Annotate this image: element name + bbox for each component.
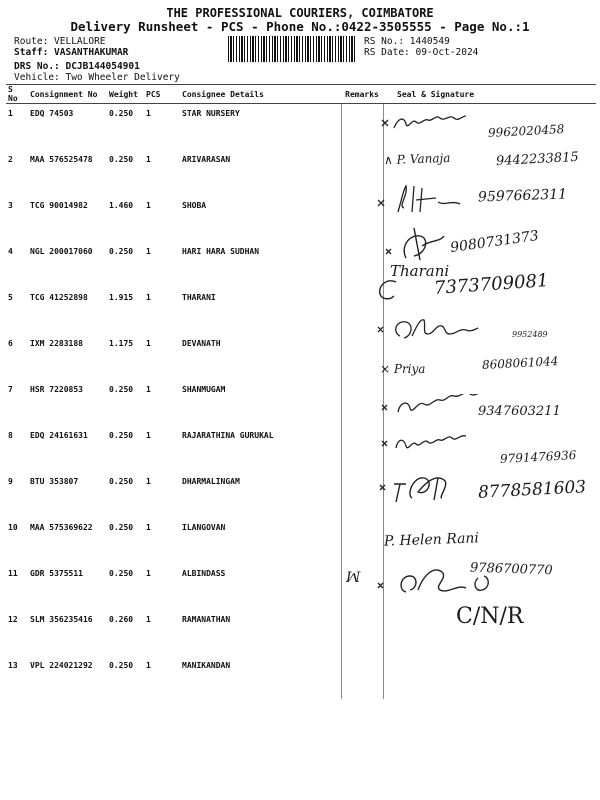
signature-phone-row4: 9080731373 [449, 227, 540, 257]
col-consignee: Consignee Details [180, 85, 341, 104]
cell-sno: 12 [8, 615, 18, 624]
cell-pcs: 1 [146, 523, 151, 532]
signature-name-row7: × Priya [380, 362, 426, 376]
cell-consignment: SLM 356235416 [30, 615, 93, 624]
cell-weight: 0.250 [109, 569, 134, 578]
cell-remarks [341, 518, 383, 564]
runsheet-title: Delivery Runsheet - PCS - Phone No.:0422-3505555 - Page No.:1 [70, 19, 530, 34]
drs-label: DRS No.: DCJB144054901 [14, 61, 140, 72]
cell-sno: 8 [8, 431, 13, 440]
signature-scribble-row5 [376, 276, 402, 302]
vehicle-label: Vehicle: Two Wheeler Delivery [14, 72, 180, 83]
cell-pcs: 1 [146, 201, 151, 210]
cell-sno: 10 [8, 523, 18, 532]
cell-consignment: TCG 41252898 [30, 293, 88, 302]
cell-consignment: GDR 5375511 [30, 569, 83, 578]
signature-phone-row1: 9962020458 [487, 122, 565, 140]
cell-remarks [341, 472, 383, 518]
signature-cnr-row13: C/N/R [456, 604, 524, 629]
cell-pcs: 1 [146, 431, 151, 440]
cell-remarks [341, 610, 383, 656]
table-row [6, 518, 596, 564]
cell-pcs: 1 [146, 385, 151, 394]
cell-pcs: 1 [146, 615, 151, 624]
cell-pcs: 1 [146, 293, 151, 302]
cell-consignment: HSR 7220853 [30, 385, 83, 394]
cell-consignment: IXM 2283188 [30, 339, 83, 348]
cell-pcs: 1 [146, 247, 151, 256]
col-seal-signature: Seal & Signature [383, 85, 596, 104]
cell-consignment: EDQ 24161631 [30, 431, 88, 440]
cell-pcs: 1 [146, 109, 151, 118]
cell-consignment: MAA 576525478 [30, 155, 93, 164]
staff-label: Staff: VASANTHAKUMAR [14, 47, 129, 58]
cell-sno: 3 [8, 201, 13, 210]
cell-sno: 7 [8, 385, 13, 394]
cell-signature [383, 656, 596, 699]
cell-sno: 13 [8, 661, 18, 670]
cell-consignee: SHANMUGAM [182, 385, 226, 394]
cell-weight: 1.175 [109, 339, 134, 348]
cell-pcs: 1 [146, 569, 151, 578]
col-remarks: Remarks [341, 85, 383, 104]
cell-consignee: HARI HARA SUDHAN [182, 247, 260, 256]
cell-remarks [341, 380, 383, 426]
cell-remarks [341, 426, 383, 472]
cell-weight: 0.250 [109, 247, 134, 256]
cell-consignment: NGL 200017060 [30, 247, 93, 256]
cell-sno: 9 [8, 477, 13, 486]
cell-consignment: TCG 90014982 [30, 201, 88, 210]
signature-scribble-row1 [380, 112, 490, 136]
cell-sno: 11 [8, 569, 18, 578]
route-label: Route: VELLALORE [14, 36, 106, 47]
table-row [6, 288, 596, 334]
signature-phone-row12: 9786700770 [469, 560, 553, 579]
cell-pcs: 1 [146, 155, 151, 164]
cell-weight: 0.250 [109, 109, 134, 118]
rs-date: RS Date: 09-Oct-2024 [364, 47, 479, 58]
cell-weight: 0.260 [109, 615, 134, 624]
cell-consignment: EDQ 74503 [30, 109, 74, 118]
cell-sno: 1 [8, 109, 13, 118]
signature-row2: ∧ P. Vanaja [383, 150, 451, 168]
cell-pcs: 1 [146, 339, 151, 348]
cell-weight: 1.915 [109, 293, 134, 302]
cell-consignee: THARANI [182, 293, 216, 302]
signature-phone-row3: 9597662311 [477, 186, 568, 206]
signature-phone-row2: 9442233815 [495, 149, 580, 170]
cell-remarks [341, 104, 383, 151]
cell-pcs: 1 [146, 661, 151, 670]
cell-consignee: STAR NURSERY [182, 109, 240, 118]
cell-pcs: 1 [146, 477, 151, 486]
signature-scribble-row3 [376, 180, 476, 216]
cell-weight: 0.250 [109, 431, 134, 440]
cell-sno: 2 [8, 155, 13, 164]
cell-sno: 4 [8, 247, 13, 256]
cell-consignee: DHARMALINGAM [182, 477, 240, 486]
cell-consignee: RAJARATHINA GURUKAL [182, 431, 274, 440]
cell-consignee: SHOBA [182, 201, 207, 210]
cell-consignee: ARIVARASAN [182, 155, 231, 164]
cell-consignee: DEVANATH [182, 339, 221, 348]
cell-consignment: MAA 575369622 [30, 523, 93, 532]
signature-name-row11: P. Helen Rani [383, 530, 480, 550]
table-row [6, 656, 596, 699]
signature-scribble-row6 [376, 314, 496, 344]
cell-weight: 0.250 [109, 477, 134, 486]
signature-phone-row5: 7373709081 [433, 270, 550, 299]
signature-phone-row10: 8778581603 [477, 477, 587, 503]
signature-phone-row9: 9791476936 [499, 448, 577, 466]
cell-consignment: VPL 224021292 [30, 661, 93, 670]
col-weight: Weight [107, 85, 144, 104]
rs-number: RS No.: 1440549 [364, 36, 450, 47]
company-title: THE PROFESSIONAL COURIERS, COIMBATORE [166, 6, 434, 20]
cell-weight: 0.250 [109, 523, 134, 532]
signature-scribble-row9 [380, 432, 510, 454]
cell-weight: 0.250 [109, 661, 134, 670]
cell-weight: 0.250 [109, 155, 134, 164]
signature-phone-row8: 9347603211 [478, 404, 561, 419]
barcode [228, 36, 356, 62]
signature-name-row5: Tharani [390, 262, 450, 280]
cell-sno: 5 [8, 293, 13, 302]
cell-weight: 1.460 [109, 201, 134, 210]
cell-consignee: ALBINDASS [182, 569, 226, 578]
cell-weight: 0.250 [109, 385, 134, 394]
cell-consignee: MANIKANDAN [182, 661, 231, 670]
col-sno: S No [6, 85, 28, 104]
cell-consignee: RAMANATHAN [182, 615, 231, 624]
signature-phone-row7: 8608061044 [481, 354, 559, 372]
table-header [6, 85, 596, 104]
col-consignment: Consignment No [28, 85, 107, 104]
cell-sno: 6 [8, 339, 13, 348]
signature-phone-row6: 9952489 [512, 330, 548, 339]
cell-consignment: BTU 353807 [30, 477, 79, 486]
cell-remarks [341, 656, 383, 699]
signature-scribble-row10 [378, 470, 468, 506]
cell-consignee: ILANGOVAN [182, 523, 226, 532]
remarks-mark-row12: ꟽ [346, 570, 361, 586]
col-pcs: PCS [144, 85, 180, 104]
